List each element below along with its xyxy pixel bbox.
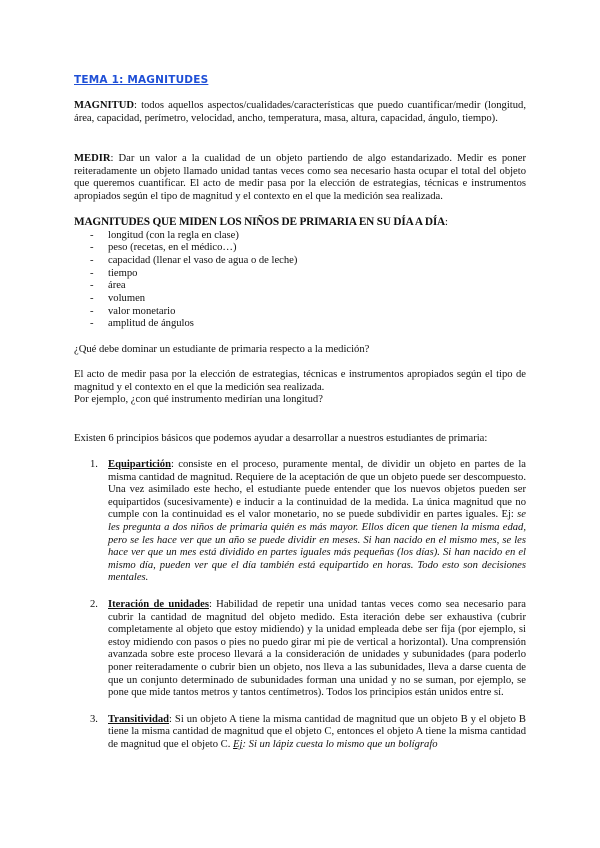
principles-list — [74, 459, 526, 751]
list-item: - peso (recetas, en el médico…) — [74, 242, 526, 255]
medir-paragraph — [74, 153, 526, 203]
magnitud-definition: : todos aquellos aspectos/cualidades/características que puedo cuantificar/medir (longitud, área, capacidad, perímetro, velocidad, ancho, temperatura, masa, altura, capacidad, ángulo, tiempo). — [74, 100, 526, 124]
magnitud-term: MAGNITUD — [74, 100, 135, 111]
principle-title: Transitividad — [108, 713, 170, 725]
principles-intro: Existen 6 principios básicos que podemos ayudar a desarrollar a nuestros estudiantes de primaria: — [74, 433, 488, 444]
principle-number: 1. — [90, 459, 98, 470]
principle-item-transitividad — [74, 714, 526, 752]
page-title: TEMA 1: MAGNITUDES — [74, 74, 209, 86]
principle-example: se les pregunta a dos niños de primaria quién es más mayor. Ellos dicen que tienen la misma edad, pero se les hace ver que un año se puede dividir en meses. Si han nacido en el mismo mes, se les hace ver que un mes está dividido en partes iguales más pequeñas (los días). Si han nacido en el mismo día, pueden ver que el día también está equipartido en horas. Todo esto son decisiones mentales. — [108, 509, 526, 584]
principle-item-equiparticion — [74, 459, 526, 585]
magnitud-paragraph — [74, 100, 526, 125]
medir-term: MEDIR — [74, 153, 111, 164]
principle-example: : Si un lápiz cuesta lo mismo que un bolígrafo — [242, 738, 438, 750]
list-item: - longitud (con la regla en clase) — [74, 230, 526, 243]
magnitudes-list — [74, 230, 526, 332]
magnitudes-heading-line — [74, 216, 526, 230]
principle-text: : Si un objeto A tiene la misma cantidad de magnitud que un objeto B y el objeto B tiene la misma cantidad de magnitud que el objeto C, entonces el objeto A tiene la misma cantidad de magnitud que el objeto C. — [108, 713, 526, 750]
principle-title: Equipartición — [108, 459, 171, 470]
principle-number: 3. — [90, 713, 98, 725]
list-item: - valor monetario — [74, 306, 526, 319]
principle-number: 2. — [90, 598, 98, 610]
answer-text: El acto de medir pasa por la elección de estrategias, técnicas e instrumentos apropiados según el tipo de magnitud y el contexto en el que la medición sea realizada. — [74, 369, 526, 393]
magnitudes-section — [74, 216, 526, 331]
list-item: - capacidad (llenar el vaso de agua o de leche) — [74, 255, 526, 268]
list-item: - tiempo — [74, 268, 526, 281]
principle-item-iteracion — [74, 599, 526, 700]
principle-text: : consiste en el proceso, puramente mental, de dividir un objeto en partes de la misma cantidad de magnitud. Requiere de la aceptación de que un objeto puede ser descompuesto. Una vez asimilado este hecho, el estudiante puede entender que los nuevos objetos pueden ser equipartidos (sucesivamente) e inducir a la continuidad de la medida. La única magnitud que no cumple con la continuidad es el valor monetario, no se puede subdividir en partes iguales. Ej: — [108, 459, 526, 521]
principle-text: : Habilidad de repetir una unidad tantas veces como sea necesario para cubrir la cantidad de magnitud del objeto medido. Esta iteración debe ser exhaustiva (cubrir completamente al objeto que estoy midiendo) y la unidad empleada debe ser fija (por ejemplo, si estoy midiendo con pasos o pies no puedo girar mi pie de vertical a horizontal). Una comprensión avanzada sobre este proceso llevará a la consideración de unidades y subunidades (para poderlo poner reiteradamente o cubrir bien un objeto, nos lleva a las subunidades, lleva a darse cuenta de que un conjunto determinado de subunidades forman una unidad y no se suman, por ejemplo, se pone que mide tantos metros y tantos centímetros). Todos los principios están unidos entre sí. — [108, 598, 526, 699]
medir-definition: : Dar un valor a la cualidad de un objeto partiendo de algo estandarizado. Medir es poner reiteradamente un objeto llamado unidad tantas veces como sea necesario hasta ocupar el total del objeto que queremos cuantificar. El acto de medir pasa por la elección de estrategias, técnicas e instrumentos apropiados según el tipo de magnitud y el contexto en el que la medición sea realizada. — [74, 153, 526, 202]
list-item: - amplitud de ángulos — [74, 318, 526, 331]
principle-example-label: Ej — [233, 738, 243, 750]
magnitudes-heading-suffix: : — [444, 217, 448, 228]
principle-title: Iteración de unidades — [108, 598, 209, 610]
answer-paragraph — [74, 369, 526, 407]
list-item: - área — [74, 280, 526, 293]
question-paragraph: ¿Qué debe dominar un estudiante de primaria respecto a la medición? — [74, 344, 370, 355]
magnitudes-heading: MAGNITUDES QUE MIDEN LOS NIÑOS DE PRIMARIA EN SU DÍA A DÍA — [74, 216, 445, 228]
answer-example: Por ejemplo, ¿con qué instrumento medirían una longitud? — [74, 394, 323, 406]
list-item: - volumen — [74, 293, 526, 306]
